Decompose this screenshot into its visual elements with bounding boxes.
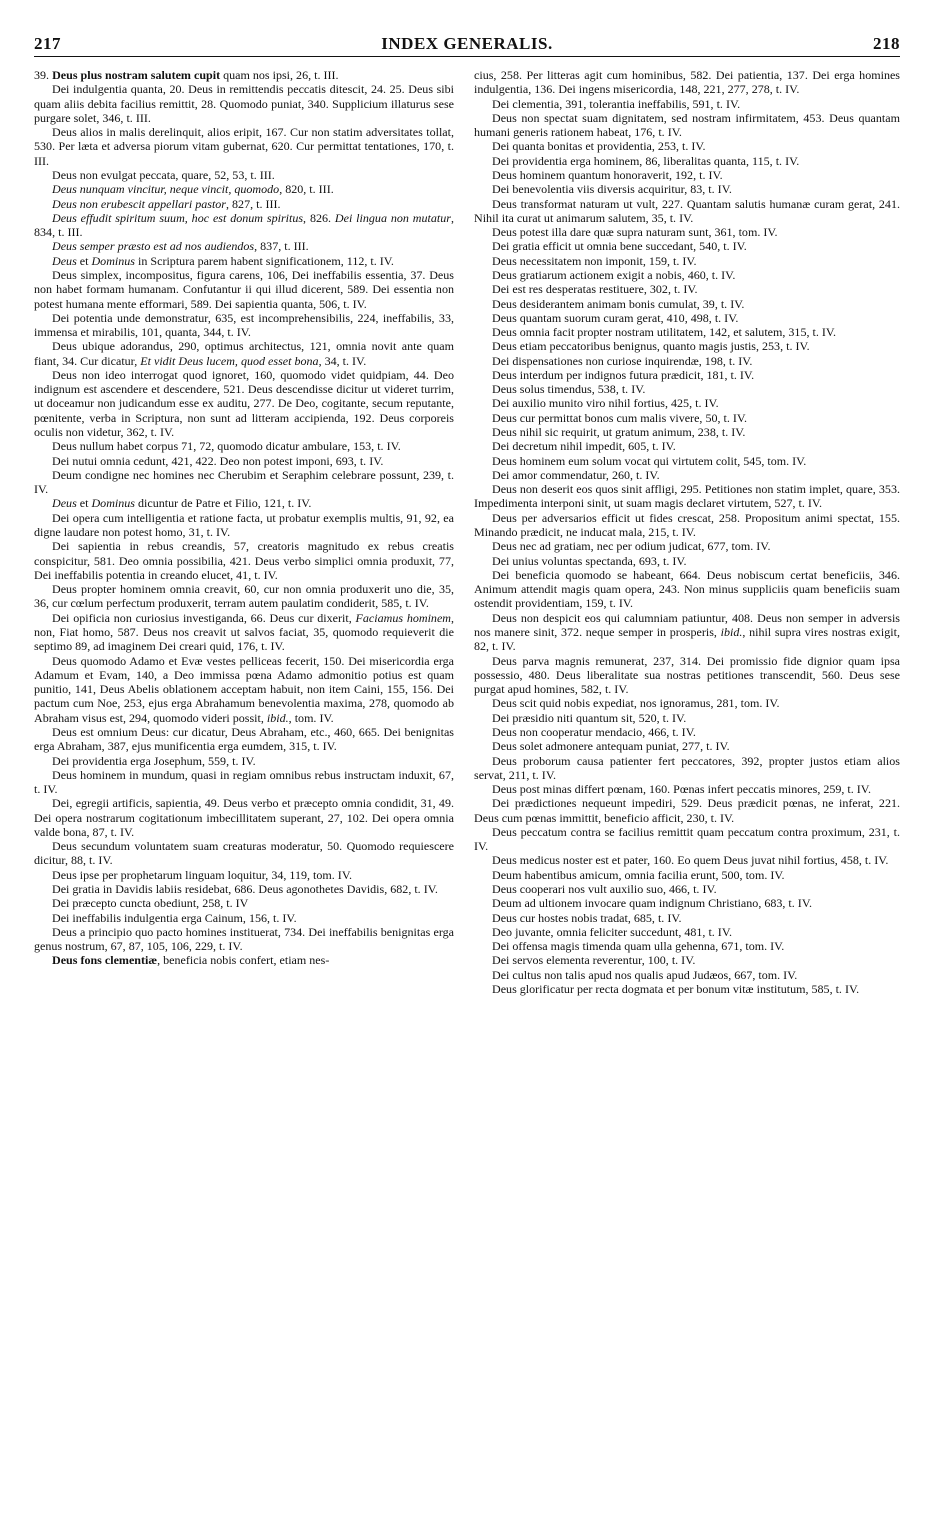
index-entry: Dei, egregii artificis, sapientia, 49. Deus verbo et præcepto omnia condidit, 31, 49. Dei opera nostrarum cogitationum imbecillitatem superant, 27, 102. Dei opera omnia valde bona, 87, t. IV. bbox=[34, 796, 454, 839]
index-entry: Dei clementia, 391, tolerantia ineffabilis, 591, t. IV. bbox=[492, 96, 741, 111]
index-entry: Deus non spectat suam dignitatem, sed nostram infirmitatem, 453. Deus quantam humani generis rationem habeat, 176, t. IV. bbox=[474, 110, 900, 140]
index-entry: Dei quanta bonitas et providentia, 253, t. IV. bbox=[492, 139, 706, 154]
index-entry: Dei cultus non talis apud nos qualis apud Judæos, 667, tom. IV. bbox=[492, 967, 798, 982]
index-entry: Dei est res desperatas restituere, 302, t. IV. bbox=[492, 282, 698, 297]
index-entry: Deus ipse per prophetarum linguam loquitur, 34, 119, tom. IV. bbox=[52, 867, 352, 882]
index-entry: Deus ubique adorandus, 290, optimus architectus, 121, omnia novit ante quam fiant, 34. Cur dicatur, Et vidit Deus lucem, quod esset bona, 34, t. IV. bbox=[34, 339, 454, 368]
index-entry: Deus hominem eum solum vocat qui virtutem colit, 545, tom. IV. bbox=[492, 453, 807, 468]
index-entry: Deus peccatum contra se facilius remittit quam peccatum contra proximum, 231, t. IV. bbox=[474, 824, 900, 854]
index-entry: Deus nihil sic requirit, ut gratum animum, 238, t. IV. bbox=[492, 425, 746, 440]
index-entry: Deus non evulgat peccata, quare, 52, 53, t. III. bbox=[52, 167, 275, 182]
index-entry: Deus est omnium Deus: cur dicatur, Deus Abraham, etc., 460, 665. Dei benignitas erga Abraham, 387, ejus munificentia erga eumdem, 315, t. IV. bbox=[34, 724, 454, 754]
index-entry: Dei præcepto cuncta obediunt, 258, t. IV bbox=[52, 896, 249, 911]
index-entry: Deus non despicit eos qui calumniam patiuntur, 408. Deus non semper in adversis nos manere sinit, 372. neque semper in prosperis, ibid., nihil supra vires nostras exigit, 82, t. IV. bbox=[474, 610, 900, 654]
index-entry: Deus non cooperatur mendacio, 466, t. IV. bbox=[492, 724, 696, 739]
page-title: INDEX GENERALIS. bbox=[381, 34, 553, 53]
index-entry: Deus alios in malis derelinquit, alios eripit, 167. Cur non statim adversitates tollat, 530. Per læta et adversa piorum vitam gubernat, 620. Cur permittat tentationes, 170, t. III. bbox=[34, 125, 454, 168]
index-entry: Deus semper præsto est ad nos audiendos, 837, t. III. bbox=[52, 239, 309, 254]
index-entry: Dei ineffabilis indulgentia erga Cainum, 156, t. IV. bbox=[52, 910, 297, 925]
index-entry: Deus etiam peccatoribus benignus, quanto magis justis, 253, t. IV. bbox=[492, 339, 810, 354]
index-entry: Deus propter hominem omnia creavit, 60, cur non omnia produxerit uno die, 35, 36, cur cœlum perfectum produxerit, terram autem paulatim condiderit, 585, t. IV. bbox=[34, 582, 454, 611]
index-entry: Dei beneficia quomodo se habeant, 664. Deus nobiscum certat beneficiis, 346. Animum attendit magis quam opera, 243. Non minus suppliciis quam beneficiis suam ostendit providentiam, 159, t. IV. bbox=[474, 567, 900, 611]
index-entry: Dei auxilio munito viro nihil fortius, 425, t. IV. bbox=[492, 396, 719, 411]
page-number-left: 217 bbox=[34, 34, 61, 53]
index-entry: Deum condigne nec homines nec Cherubim et Seraphim celebrare possunt, 239, t. IV. bbox=[34, 467, 454, 497]
index-entry: Deus post minas differt pœnam, 160. Pœnas infert peccatis minores, 259, t. IV. bbox=[492, 782, 871, 797]
index-entry: Deus nec ad gratiam, nec per odium judicat, 677, tom. IV. bbox=[492, 539, 771, 554]
index-entry: Deus medicus noster est et pater, 160. Eo quem Deus juvat nihil fortius, 458, t. IV. bbox=[492, 853, 889, 868]
index-entry: Deus et Dominus in Scriptura parem habent significationem, 112, t. IV. bbox=[52, 253, 394, 268]
index-entry: Deus desiderantem animam bonis cumulat, 39, t. IV. bbox=[492, 296, 745, 311]
index-entry: Dei decretum nihil impedit, 605, t. IV. bbox=[492, 439, 676, 454]
index-entry: Deus omnia facit propter nostram utilitatem, 142, et salutem, 315, t. IV. bbox=[492, 325, 837, 340]
index-entry: Deus transformat naturam ut vult, 227. Quantam salutis humanæ curam gerat, 241. Nihil ita curat ut animarum salutem, 35, t. IV. bbox=[474, 196, 900, 225]
index-entry: Dei offensa magis timenda quam ulla gehenna, 671, tom. IV. bbox=[492, 939, 785, 954]
index-entry: Dei præsidio niti quantum sit, 520, t. IV. bbox=[492, 710, 687, 725]
index-entry: Dei gratia efficit ut omnia bene succedant, 540, t. IV. bbox=[492, 239, 747, 254]
index-entry: Dei opera cum intelligentia et ratione facta, ut probatur exemplis multis, 91, 92, ea digne laudare non potest homo, 31, t. IV. bbox=[34, 510, 454, 539]
index-entry: Deus effudit spiritum suum, hoc est donum spiritus, 826. Dei lingua non mutatur, 834, t. III. bbox=[34, 210, 454, 240]
running-header bbox=[34, 34, 900, 57]
index-entry: Deus solet admonere antequam puniat, 277, t. IV. bbox=[492, 739, 730, 754]
index-entry: Deus interdum per indignos futura prædicit, 181, t. IV. bbox=[492, 367, 755, 382]
index-entry: Deus necessitatem non imponit, 159, t. IV. bbox=[492, 253, 697, 268]
index-entry: Dei dispensationes non curiose inquirendæ, 198, t. IV. bbox=[492, 353, 753, 368]
index-entry: cius, 258. Per litteras agit cum hominibus, 582. Dei patientia, 137. Dei erga homines indulgentia, 136. Dei ingens misericordia, 148, 221, 277, 278, t. IV. bbox=[474, 68, 900, 97]
index-entry: Deus nunquam vincitur, neque vincit, quomodo, 820, t. III. bbox=[52, 182, 334, 197]
index-entry: Dei providentia erga hominem, 86, liberalitas quanta, 115, t. IV. bbox=[492, 153, 800, 168]
index-entry: Deus secundum voluntatem suam creaturas moderatur, 50. Quomodo requiescere dicitur, 88, t. IV. bbox=[34, 839, 454, 868]
index-entry: Deus scit quid nobis expediat, nos ignoramus, 281, tom. IV. bbox=[492, 696, 780, 711]
index-entry: Deus non ideo interrogat quod ignoret, 160, quomodo videt quidpiam, 44. Deo indignum est ascendere et descendere, 521. Deus descendisse dicitur ut videret turrim, ut doceamur non judicandum esse ex auditu, 277. De Deo, cogitante, secum reputante, pœnitente, verba in Scriptura, non sunt ad litteram accipienda, 192. Deus corporeis oculis non videtur, 362, t. IV. bbox=[34, 367, 454, 440]
index-entry: Deus quantam suorum curam gerat, 410, 498, t. IV. bbox=[492, 310, 739, 325]
index-entry: Dei indulgentia quanta, 20. Deus in remittendis peccatis ditescit, 24. 25. Deus sibi quam aliis debita facilius remittit, 28. Quomodo puniat, 340. Supplicium illaturus sese purgare solet, 346, t. III. bbox=[34, 82, 454, 125]
index-entry: Dei amor commendatur, 260, t. IV. bbox=[492, 467, 660, 482]
index-entry: Deus fons clementiæ, beneficia nobis confert, etiam nes- bbox=[52, 953, 330, 968]
index-entry: Dei prædictiones nequeunt impediri, 529. Deus prædicit pœnas, ne inferat, 221. Deus cum pœnas immittit, beneficio afficit, 230, t. IV. bbox=[474, 796, 900, 825]
index-entry: Dei nutui omnia cedunt, 421, 422. Deo non potest imponi, 693, t. IV. bbox=[52, 453, 384, 468]
left-column bbox=[34, 68, 454, 1508]
index-entry: Deus gratiarum actionem exigit a nobis, 460, t. IV. bbox=[492, 267, 736, 282]
index-entry: Deus hominem quantum honoraverit, 192, t. IV. bbox=[492, 167, 723, 182]
index-entry: Dei sapientia in rebus creandis, 57, creatoris magnitudo ex rebus creatis conspicitur, 581. Deo omnia possibilia, 421. Deus verbo simplici omnia produxit, 77, Dei ineffabilis potentia in creando elucet, 41, t. IV. bbox=[34, 539, 454, 582]
index-entry: Deus solus timendus, 538, t. IV. bbox=[492, 382, 646, 397]
right-column bbox=[474, 68, 900, 1508]
index-entry: Dei unius voluntas spectanda, 693, t. IV. bbox=[492, 553, 687, 568]
index-entry: Dei gratia in Davidis labiis residebat, 686. Deus agonothetes Davidis, 682, t. IV. bbox=[52, 882, 438, 897]
page-number-right: 218 bbox=[873, 34, 900, 53]
index-entry: Deum ad ultionem invocare quam indignum Christiano, 683, t. IV. bbox=[492, 896, 812, 911]
index-entry: Dei servos elementa reverentur, 100, t. IV. bbox=[492, 953, 696, 968]
index-entry: Deo juvante, omnia feliciter succedunt, 481, t. IV. bbox=[492, 924, 732, 939]
index-entry: Deus quomodo Adamo et Evæ vestes pelliceas fecerit, 150. Dei misericordia erga Adamum et Evam, 140, a Deo immissa pœna Adamo admonitio potius est quam punitio, 141, Deus Abelis oblationem acceptam habuit, non item Caini, 155, 156. Dei pactum cum Noe, 253, ejus erga Abrahamum benevolentia maxima, 278, quomodo ab Abraham visus est, 294, quomodo videri possit, ibid., tom. IV. bbox=[34, 653, 454, 725]
index-entry: Deus a principio quo pacto homines instituerat, 734. Dei ineffabilis benignitas erga genus nostrum, 67, 87, 105, 106, 229, t. IV. bbox=[34, 924, 454, 954]
index-entry: Deus glorificatur per recta dogmata et per bonum vitæ institutum, 585, t. IV. bbox=[492, 982, 860, 996]
index-entry: Deus non deserit eos quos sinit affligi, 295. Petitiones non statim implet, quare, 353. Impedimenta interponi sinit, ut suam magis declaret virtutem, 527, t. IV. bbox=[474, 482, 900, 511]
index-entry: Deus cur permittat bonos cum malis vivere, 50, t. IV. bbox=[492, 410, 748, 425]
index-entry: Dei opificia non curiosius investiganda, 66. Deus cur dixerit, Faciamus hominem, non, Fiat homo, 587. Deus nos creavit ut salvos faciat, 35, quomodo requieverit die septimo 89, ad imaginem Dei creari quid, 176, t. IV. bbox=[34, 610, 454, 654]
index-entry: Deus per adversarios efficit ut fides crescat, 258. Propositum animi spectat, 155. Minando prædicit, ne inducat mala, 215, t. IV. bbox=[474, 510, 900, 539]
index-entry: Deus proborum causa patienter fert peccatores, 392, propter justos etiam alios servat, 211, t. IV. bbox=[474, 753, 900, 782]
index-entry: Deus simplex, incompositus, figura carens, 106, Dei ineffabilis essentia, 37. Deus non habet formam humanam. Confutantur ii qui illud dicerent, 589. Dei essentia non potest humana mente efformari, 589. Dei sapientia quanta, 506, t. IV. bbox=[34, 267, 454, 311]
index-entry: Deus nullum habet corpus 71, 72, quomodo dicatur ambulare, 153, t. IV. bbox=[52, 439, 401, 454]
index-entry: 39. Deus plus nostram salutem cupit quam nos ipsi, 26, t. III. bbox=[34, 68, 339, 82]
index-entry: Deus cur hostes nobis tradat, 685, t. IV. bbox=[492, 910, 682, 925]
index-entry: Dei potentia unde demonstratur, 635, est incomprehensibilis, 224, ineffabilis, 33, immensa et mirabilis, 101, quanta, 344, t. IV. bbox=[34, 310, 454, 340]
index-entry: Deum habentibus amicum, omnia facilia erunt, 500, tom. IV. bbox=[492, 867, 785, 882]
index-entry: Deus parva magnis remunerat, 237, 314. Dei promissio fide dignior quam ipsa possessio, 480. Deus liberalitate sua nostras petitiones transcendit, 560. Deus sese purgat apud homines, 582, t. IV. bbox=[474, 653, 900, 697]
index-entry: Deus et Dominus dicuntur de Patre et Filio, 121, t. IV. bbox=[52, 496, 312, 511]
index-entry: Deus hominem in mundum, quasi in regiam omnibus rebus instructam induxit, 67, t. IV. bbox=[34, 767, 454, 797]
index-entry: Dei benevolentia viis diversis acquiritur, 83, t. IV. bbox=[492, 182, 732, 197]
index-entry: Deus cooperari nos vult auxilio suo, 466, t. IV. bbox=[492, 882, 717, 897]
index-entry: Dei providentia erga Josephum, 559, t. IV. bbox=[52, 753, 256, 768]
index-entry: Deus non erubescit appellari pastor, 827, t. III. bbox=[52, 196, 281, 211]
index-entry: Deus potest illa dare quæ supra naturam sunt, 361, tom. IV. bbox=[492, 225, 778, 240]
